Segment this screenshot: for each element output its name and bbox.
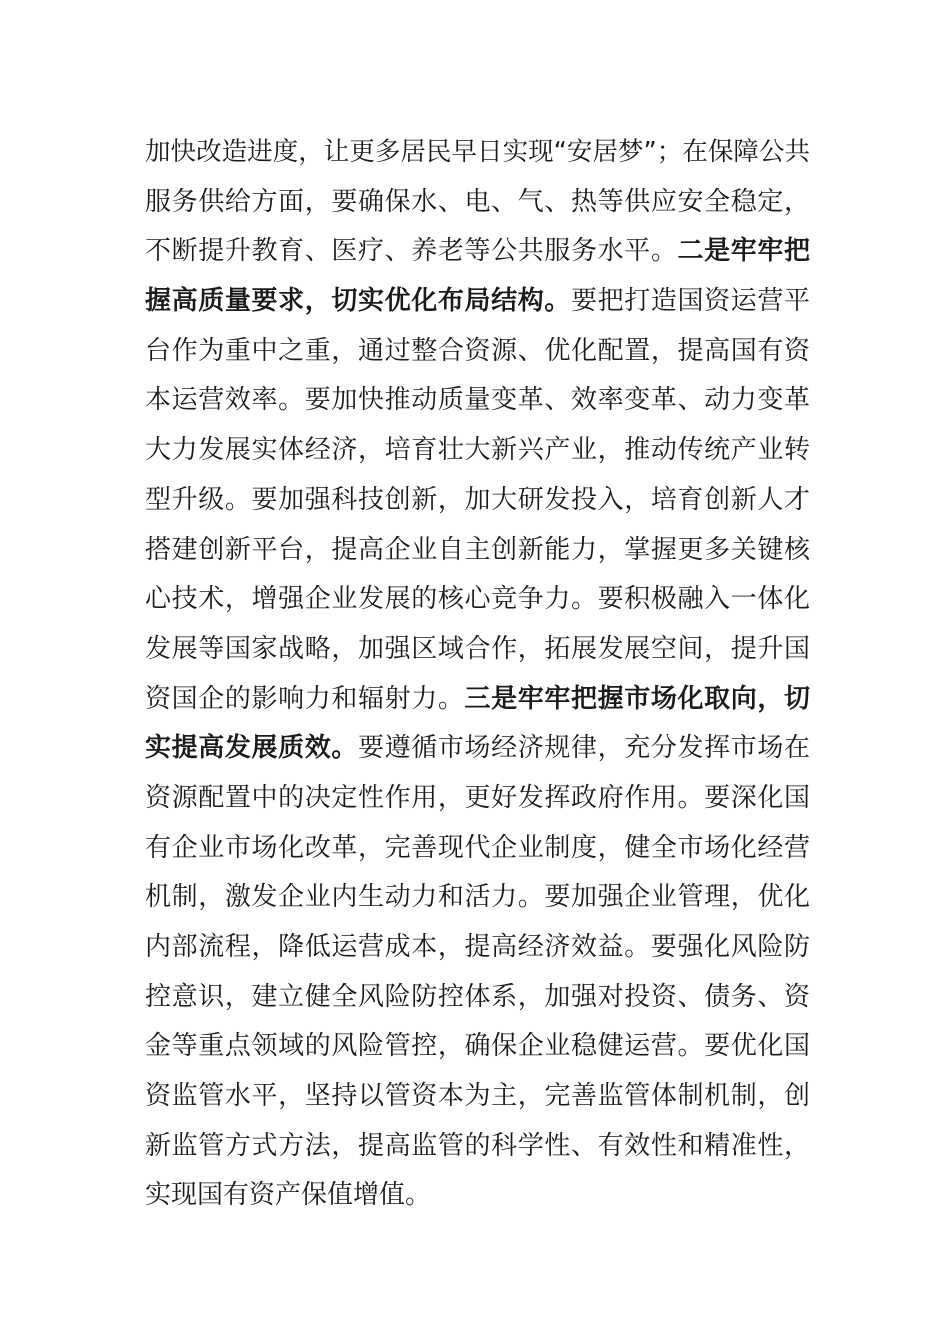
text-run: 资国企的影响力和辐射力。 <box>145 683 465 714</box>
text-run: 实现国有资产保值增值。 <box>145 1180 432 1211</box>
text-run: 控意识，建立健全风险防控体系，加强对投资、债务、资 <box>145 981 810 1012</box>
text-line <box>145 575 810 625</box>
text-line <box>145 873 810 923</box>
text-line <box>145 1072 810 1122</box>
text-run: 资源配置中的决定性作用，更好发挥政府作用。要深化国 <box>145 782 810 813</box>
text-line <box>145 526 810 576</box>
bold-heading-run: 二是牢牢把 <box>677 236 810 267</box>
text-line <box>145 128 810 178</box>
bold-heading-run: 三是牢牢把握市场化取向，切 <box>464 683 810 714</box>
text-line <box>145 376 810 426</box>
text-run: 发展等国家战略，加强区域合作，拓展发展空间，提升国 <box>145 633 810 664</box>
text-line <box>145 1171 810 1221</box>
text-line <box>145 675 810 725</box>
text-run: 内部流程，降低运营成本，提高经济效益。要强化风险防 <box>145 932 810 962</box>
text-run: 新监管方式方法，提高监管的科学性、有效性和精准性， <box>145 1130 810 1161</box>
text-run: 机制，激发企业内生动力和活力。要加强企业管理，优化 <box>145 882 810 913</box>
text-line <box>145 426 810 476</box>
text-run: 台作为重中之重，通过整合资源、优化配置，提高国有资 <box>145 335 810 366</box>
text-run: 要遵循市场经济规律，充分发挥市场在 <box>358 733 810 764</box>
text-run: 要把打造国资运营平 <box>570 286 810 317</box>
text-run: 心技术，增强企业发展的核心竞争力。要积极融入一体化 <box>145 584 810 615</box>
bold-heading-run: 实提高发展质效。 <box>145 733 358 764</box>
text-line <box>145 178 810 228</box>
text-run: 型升级。要加强科技创新，加大研发投入，培育创新人才 <box>145 484 810 515</box>
text-line <box>145 724 810 774</box>
text-line <box>145 277 810 327</box>
text-run: 有企业市场化改革，完善现代企业制度，健全市场化经营 <box>145 832 810 863</box>
text-line <box>145 774 810 824</box>
text-line <box>145 476 810 526</box>
text-run: 资监管水平，坚持以管资本为主，完善监管体制机制，创 <box>145 1081 810 1112</box>
text-run: 本运营效率。要加快推动质量变革、效率变革、动力变革 <box>145 385 810 416</box>
text-line <box>145 1122 810 1172</box>
text-line <box>145 973 810 1023</box>
text-run: 不断提升教育、医疗、养老等公共服务水平。 <box>145 236 678 267</box>
text-run: 加快改造进度，让更多居民早日实现“安居梦”；在保障公共 <box>145 137 810 167</box>
text-line <box>145 625 810 675</box>
body-paragraph <box>145 128 810 1221</box>
text-line <box>145 824 810 874</box>
text-line <box>145 327 810 377</box>
bold-heading-run: 握高质量要求，切实优化布局结构。 <box>145 286 571 317</box>
text-run: 搭建创新平台，提高企业自主创新能力，掌握更多关键核 <box>145 534 810 565</box>
text-run: 服务供给方面，要确保水、电、气、热等供应安全稳定， <box>145 186 810 217</box>
text-run: 大力发展实体经济，培育壮大新兴产业，推动传统产业转 <box>145 435 810 466</box>
text-line <box>145 923 810 973</box>
text-run: 金等重点领域的风险管控，确保企业稳健运营。要优化国 <box>145 1031 810 1062</box>
text-line <box>145 1022 810 1072</box>
text-line <box>145 227 810 277</box>
